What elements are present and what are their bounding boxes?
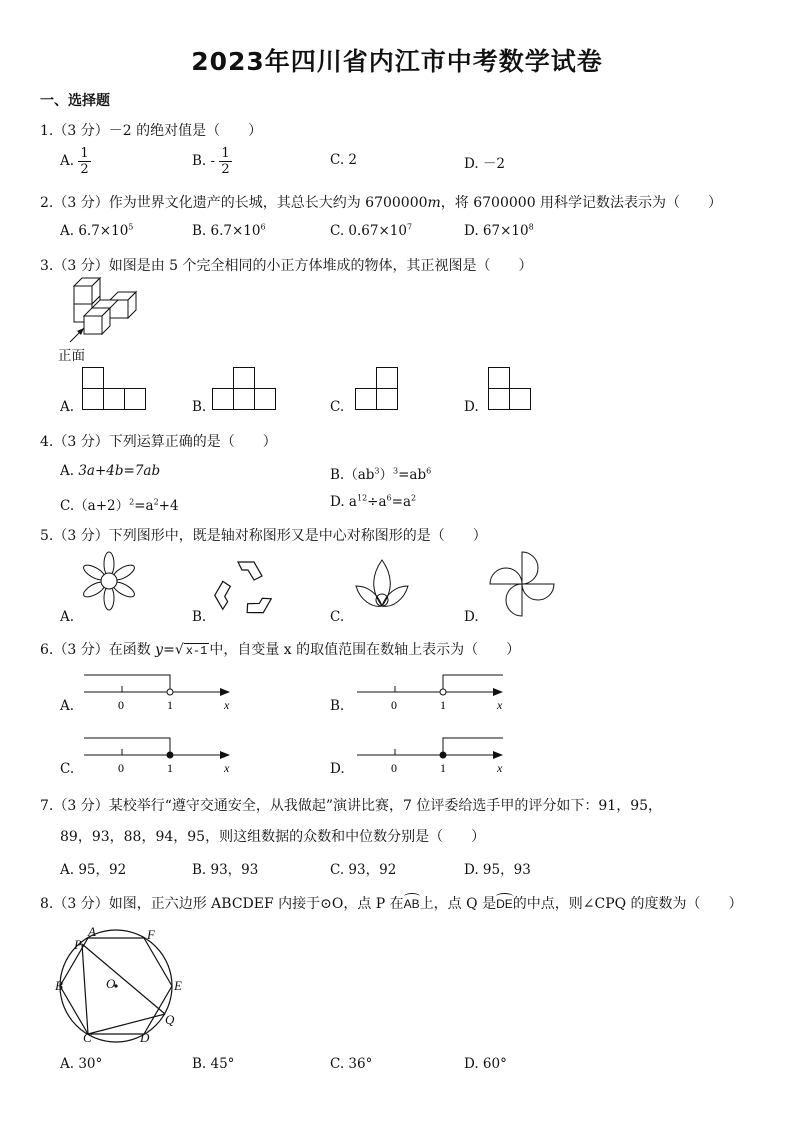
q6-numberline-d [357,733,517,779]
q3-front-label: 正面 [58,348,85,364]
q6-stem-fn: y= [155,642,175,658]
q5-pinwheel-figure [488,550,560,622]
q6-d-tick0: 0 [391,761,397,775]
q4-b-e3: 6 [426,466,432,476]
q2-d-exp: 8 [528,222,534,232]
q3-option-b-label: B. [192,399,207,415]
q2-stem-post: ，将 6700000 用科学记数法表示为（ ） [440,195,723,211]
q8-label-f: F [147,927,155,942]
q5-option-d-label: D. [464,609,479,625]
q6-d-axis: x [497,761,503,775]
q4-c-tail: +4 [158,498,179,514]
q8-label-c: C [83,1030,92,1045]
q5-recycle-figure [214,560,274,620]
question-3-stem: 3.（3 分）如图是由 5 个完全相同的小正方体堆成的物体，其正视图是（ ） [40,258,533,274]
q1-option-a [60,146,91,177]
q8-stem-pre: 8.（3 分）如图，正六边形 ABCDEF 内接于⊙O，点 P 在 [40,896,404,912]
q8-label-o: O [106,976,116,991]
question-4-stem: 4.（3 分）下列运算正确的是（ ） [40,434,277,450]
q8-label-b: B [55,978,63,993]
q3-option-a-shape [82,367,152,411]
q4-option-a [60,463,160,479]
q4-d-post: =a [391,494,412,510]
q4-option-b [330,463,431,483]
q8-hexagon-circle-figure [52,924,192,1048]
q3-option-c-shape [355,367,405,411]
q6-b-tick0: 0 [391,698,397,712]
q3-option-b-shape [212,367,282,411]
q8-arc-de: DE [496,893,513,911]
q5-option-a-label: A. [60,609,75,625]
q6-radicand: x-1 [185,644,208,658]
q5-flower-figure [80,550,140,612]
question-6-stem [40,639,520,659]
q7-option-d: D. 95，93 [464,862,531,878]
q2-stem-unit: m [427,195,441,211]
q4-d-e1: 12 [356,493,368,503]
q2-b-text: B. 6.7×10 [192,223,261,239]
q4-d-e2: 6 [386,493,392,503]
q4-b-post: =ab [398,467,427,483]
q4-d-mid: ÷a [367,494,387,510]
q6-a-tick1: 1 [167,698,173,712]
section-heading: 一、选择题 [40,93,110,109]
q1-b-label: B. - [192,153,216,169]
q6-stem-post: 中，自变量 x 的取值范围在数轴上表示为（ ） [209,642,521,658]
q7-option-a: A. 95，92 [60,862,127,878]
q6-numberline-b [357,670,517,716]
q1-b-den: 2 [221,162,230,177]
q2-c-exp: 7 [406,222,413,232]
q2-option-b [192,223,266,239]
q4-c-e1: 2 [129,497,135,507]
page-title: 2023年四川省内江市中考数学试卷 [191,47,603,76]
q6-option-d-label: D. [330,761,345,777]
q4-d-label: D. a [330,494,357,510]
q8-stem-post: 的中点，则∠CPQ 的度数为（ ） [512,896,743,912]
q2-c-text: C. 0.67×10 [330,223,407,239]
q5-option-b-label: B. [192,609,207,625]
question-8-stem [40,893,743,913]
q2-a-text: A. 6.7×10 [60,223,129,239]
q6-option-b-label: B. [330,698,345,714]
q4-b-mid: ） [379,467,393,483]
q3-option-d-label: D. [464,399,479,415]
q5-option-c-label: C. [330,609,345,625]
q1-option-c: C. 2 [330,152,358,168]
q2-option-a [60,223,133,239]
q1-b-fraction [219,146,231,177]
q1-a-den: 2 [80,162,89,177]
q8-option-d: D. 60° [464,1056,507,1072]
q4-b-e2: 3 [393,466,399,476]
q4-a-label: A. [60,463,75,479]
q4-a-expr: 3a+4b=7ab [78,463,161,479]
q2-option-d [464,223,534,239]
q2-a-exp: 5 [128,222,134,232]
q8-option-a: A. 30° [60,1056,103,1072]
q7-option-c: C. 93，92 [330,862,397,878]
q4-b-e1: 3 [374,466,380,476]
q8-label-e: E [174,978,182,993]
q1-option-d: D. －2 [464,156,506,172]
sqrt-sign: √ [174,642,184,658]
q6-c-axis: x [224,761,230,775]
q3-option-d-shape [488,367,538,411]
q8-label-a: A [88,924,96,939]
q8-label-p: P [74,937,82,952]
q6-b-axis: x [497,698,503,712]
question-1-stem: 1.（3 分）－2 的绝对值是（ ） [40,123,263,139]
q6-c-tick0: 0 [118,761,124,775]
question-2-stem [40,192,722,212]
q4-option-d [330,494,416,510]
q8-option-c: C. 36° [330,1056,373,1072]
q5-lotus-figure [352,556,412,620]
q4-c-label: C.（a+2） [60,498,130,514]
q8-option-b: B. 45° [192,1056,235,1072]
q6-a-tick0: 0 [118,698,124,712]
q4-d-e3: 2 [411,493,417,503]
q1-b-num: 1 [221,146,230,161]
q1-a-label: A. [60,153,75,169]
q6-option-a-label: A. [60,698,75,714]
q2-option-c [330,223,412,239]
q6-b-tick1: 1 [440,698,446,712]
q1-option-b [192,146,232,177]
q1-a-num: 1 [80,146,89,161]
q6-a-axis: x [224,698,230,712]
q2-stem-pre: 2.（3 分）作为世界文化遗产的长城，其总长大约为 6700000 [40,195,428,211]
q4-option-c [60,494,179,514]
q8-arc-ab: AB [404,893,420,911]
question-7-line-2: 89，93，88，94，95，则这组数据的众数和中位数分别是（ ） [60,829,486,845]
q1-a-fraction [78,146,90,177]
q6-stem-pre: 6.（3 分）在函数 [40,642,156,658]
q6-c-tick1: 1 [167,761,173,775]
q8-stem-mid: 上，点 Q 是 [419,896,497,912]
q6-d-tick1: 1 [440,761,446,775]
q2-b-exp: 6 [260,222,266,232]
q2-d-text: D. 67×10 [464,223,529,239]
question-5-stem: 5.（3 分）下列图形中，既是轴对称图形又是中心对称图形的是（ ） [40,528,487,544]
question-7-line-1: 7.（3 分）某校举行“遵守交通安全，从我做起”演讲比赛，7 位评委给选手甲的评分如下：91，95， [40,798,663,814]
q6-numberline-c [84,733,244,779]
q4-b-label: B.（ab [330,467,375,483]
q4-c-e2: 2 [153,497,159,507]
q3-option-c-label: C. [330,399,345,415]
q6-option-c-label: C. [60,761,75,777]
q8-label-q: Q [165,1012,175,1027]
q3-option-a-label: A. [60,399,75,415]
q4-c-post: =a [134,498,154,514]
q6-numberline-a [84,670,244,716]
q7-option-b: B. 93，93 [192,862,259,878]
q8-label-d: D [140,1030,150,1045]
